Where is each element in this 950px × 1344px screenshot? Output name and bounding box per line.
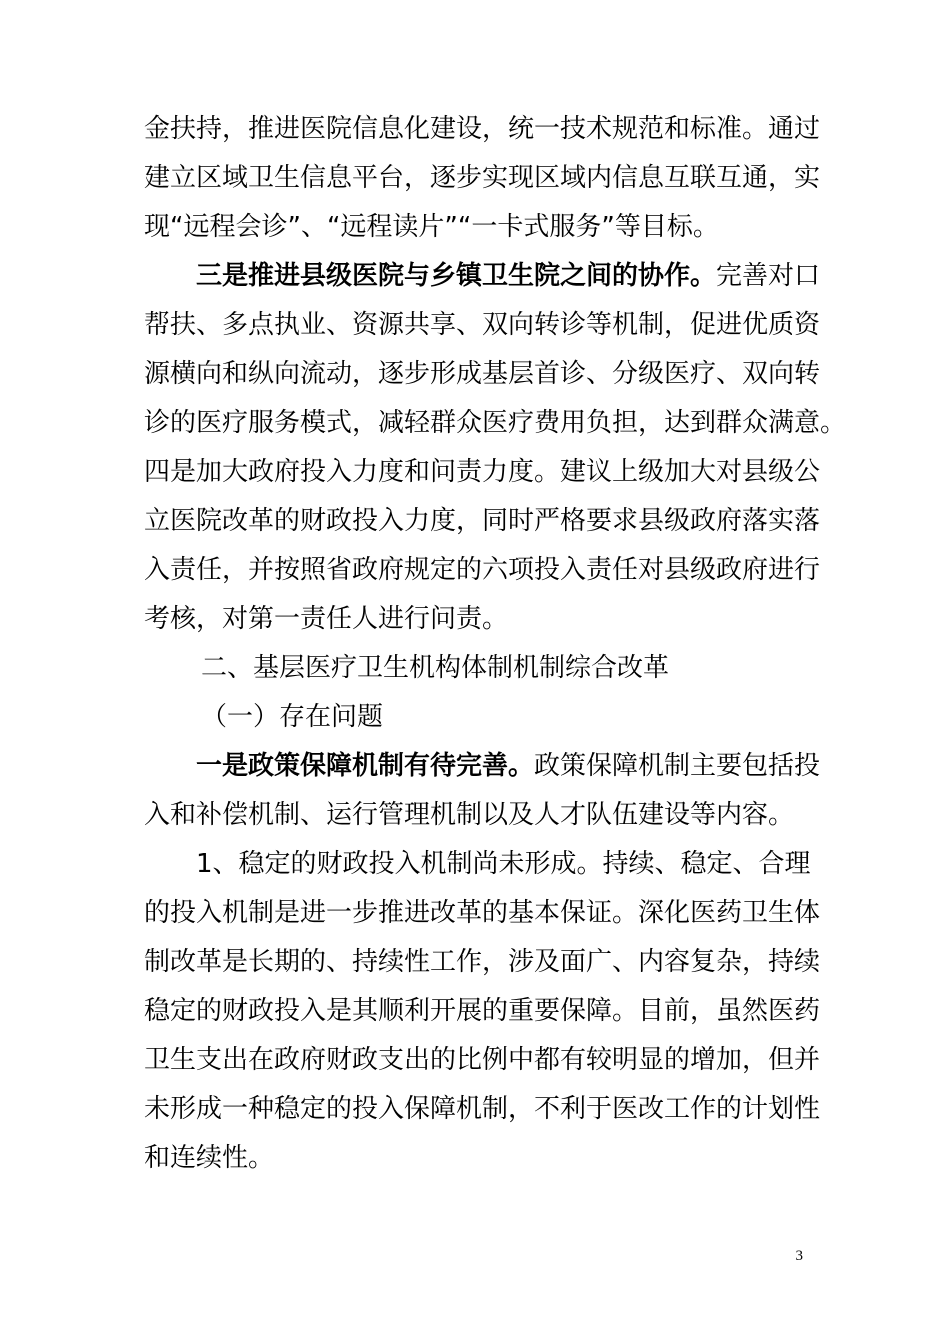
text-line: 卫生支出在政府财政支出的比例中都有较明显的增加，但并 (144, 1045, 821, 1075)
text-span: 完善对口 (716, 261, 821, 291)
text-line: 入责任，并按照省政府规定的六项投入责任对县级政府进行 (144, 555, 821, 585)
paragraph-start-line (144, 742, 821, 791)
paragraph-start-line (144, 252, 821, 301)
text-span: 政策保障机制主要包括投 (534, 751, 821, 781)
text-line: 诊的医疗服务模式，减轻群众医疗费用负担，达到群众满意。 (144, 408, 847, 438)
text-line: 四是加大政府投入力度和问责力度。建议上级加大对县级公 (144, 457, 821, 487)
text-line: 现“远程会诊”、“远程读片”“一卡式服务”等目标。 (144, 212, 719, 242)
page-number: 3 (795, 1248, 803, 1264)
document-body (144, 105, 847, 1183)
subsection-heading: （一）存在问题 (201, 702, 384, 732)
text-line: 稳定的财政投入是其顺利开展的重要保障。目前，虽然医药 (144, 996, 821, 1026)
text-line: 入和补偿机制、运行管理机制以及人才队伍建设等内容。 (144, 800, 795, 830)
section-heading: 二、基层医疗卫生机构体制机制综合改革 (201, 653, 670, 683)
text-line: 金扶持，推进医院信息化建设，统一技术规范和标准。通过 (144, 114, 821, 144)
text-line: 的投入机制是进一步推进改革的基本保证。深化医药卫生体 (144, 898, 821, 928)
text-line: 建立区域卫生信息平台，逐步实现区域内信息互联互通，实 (144, 163, 821, 193)
text-line: 考核，对第一责任人进行问责。 (144, 604, 509, 634)
text-line: 立医院改革的财政投入力度，同时严格要求县级政府落实落 (144, 506, 821, 536)
text-line: 未形成一种稳定的投入保障机制，不利于医改工作的计划性 (144, 1094, 821, 1124)
text-line: 源横向和纵向流动，逐步形成基层首诊、分级医疗、双向转 (144, 359, 821, 389)
text-line: 帮扶、多点执业、资源共享、双向转诊等机制，促进优质资 (144, 310, 821, 340)
paragraph-start-line: 1、稳定的财政投入机制尚未形成。持续、稳定、合理 (196, 849, 811, 879)
text-line: 制改革是长期的、持续性工作，涉及面广、内容复杂，持续 (144, 947, 821, 977)
bold-lead-phrase: 三是推进县级医院与乡镇卫生院之间的协作。 (196, 261, 717, 291)
bold-lead-phrase: 一是政策保障机制有待完善。 (196, 751, 535, 781)
text-line: 和连续性。 (144, 1143, 275, 1173)
